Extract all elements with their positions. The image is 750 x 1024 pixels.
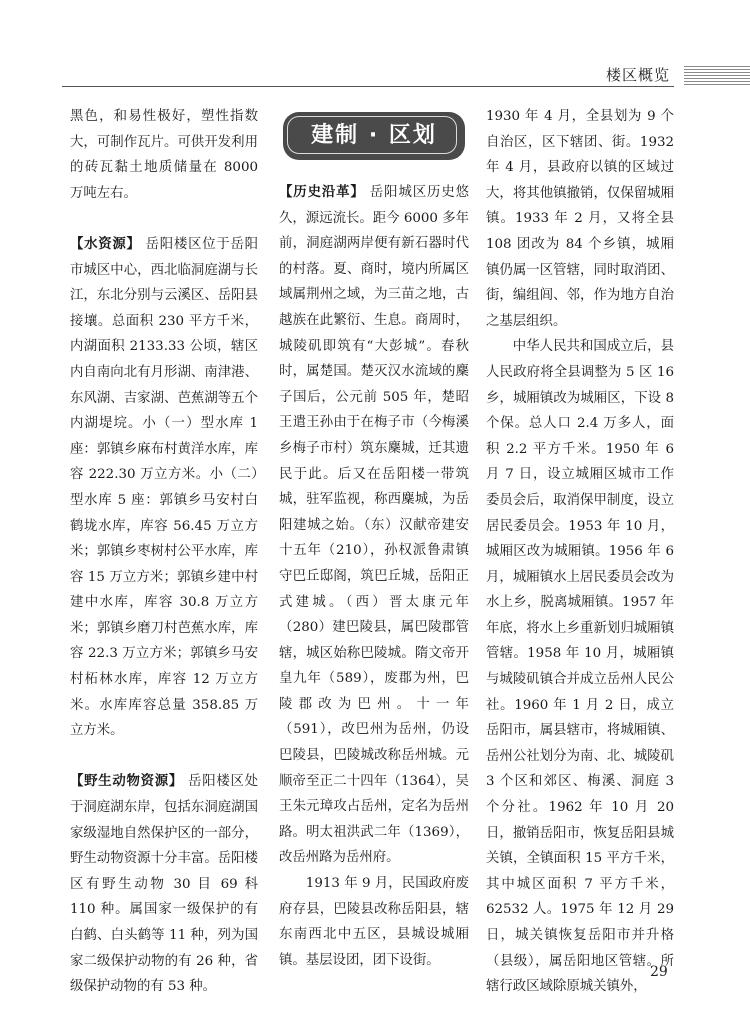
header-rule	[62, 86, 674, 87]
paragraph-1913: 1913 年 9 月，民国政府废府存县，巴陵县改称岳阳县，辖东南西北中五区，县城设城厢镇。基层设团，团下设街。	[279, 876, 469, 968]
section-heading-history: 【历史沿革】	[279, 185, 365, 200]
paragraph-history	[279, 180, 469, 871]
section-title: 建制 · 区划	[311, 123, 437, 148]
section-title-banner	[283, 110, 465, 162]
column-2	[279, 104, 469, 973]
paragraph-water-resources	[70, 232, 258, 744]
paragraph-wildlife-resources	[70, 769, 258, 999]
column-1	[70, 104, 258, 1000]
paragraph-clay-intro: 黑色，和易性极好，塑性指数大，可制作瓦片。可供开发利用的砖瓦黏土地质储量在 8000 万吨左右。	[70, 109, 258, 201]
section-heading-water: 【水资源】	[70, 236, 141, 252]
history-text: 岳阳城区历史悠久，源远流长。距今 6000 多年前，洞庭湖两岸便有新石器时代的村落。夏、商时，境内所属区域属荆州之域，为三苗之地，古越族在此繁衍、生息。商周时，城陵矶即筑有“大彭城”。春秋时，属楚国。楚灭汉水流域的麇子国后，公元前 505 年，楚昭王遣王孙由于在梅子市（今梅溪乡梅子市村）筑东麇城，迁其遗民于此。后又在岳阳楼一带筑城，驻军监视，称西麇城，为岳阳建城之始。（东）汉献帝建安十五年（210），孙权派鲁肃镇守巴丘邸阁，筑巴丘城，岳阳正式建城。（西）晋太康元年（280）建巴陵县，属巴陵郡管辖，城区始称巴陵城。隋文帝开皇九年（589），废郡为州，巴陵郡改为巴州。十一年（591），改巴州为岳州，仍设巴陵县，巴陵城改称岳州城。元顺帝至正二十四年（1364），吴王朱元璋攻占岳州，定名为岳州路。明太祖洪武二年（1369），改岳州路为岳州府。	[279, 185, 470, 866]
water-resources-text: 岳阳楼区位于岳阳市城区中心，西北临洞庭湖与长江，东北分别与云溪区、岳阳县接壤。总面积 230 平方千米，内湖面积 2133.33 公顷，辖区内自南向北有月形湖、南津港、东风湖、吉家湖、芭蕉湖等五个内湖堤垸。小（一）型水库 1 座：郭镇乡麻布村黄洋水库，库容 222.30 万立方米。小（二）型水库 5 座：郭镇乡马安村白鹤垅水库，库容 56.45 万立方米；郭镇乡枣树村公平水库，库容 15 万立方米；郭镇乡建中村建中水库，库容 30.8 万立方米；郭镇乡磨刀村芭蕉水库，库容 22.3 万立方米；郭镇乡马安村柘林水库，库容 12 万立方米。水库库容总量 358.85 万立方米。	[70, 236, 258, 739]
page-number: 29	[650, 964, 668, 980]
section-heading-wildlife: 【野生动物资源】	[70, 774, 184, 790]
paragraph-1930: 1930 年 4 月，全县划为 9 个自治区，区下辖团、街。1932 年 4 月，县政府以镇的区域过大，将其他镇撤销，仅保留城厢镇。1933 年 2 月，又将全县 108 团改为 84 个乡镇，城厢镇仍属一区管辖，同时取消团、街，编组闾、邻，作为地方自治之基层组织。	[486, 109, 674, 329]
running-header: 楼区概览	[606, 66, 671, 84]
header-stripe-decoration	[684, 66, 750, 86]
paragraph-prc: 中华人民共和国成立后，县人民政府将全县调整为 5 区 16 乡，城厢镇改为城厢区，下设 8 个保。总人口 2.4 万多人，面积 2.2 平方千米。1950 年 6 月 7 日，设立城厢区城市工作委员会后，取消保甲制度，设立居民委员会。1953 年 10 月，城厢区改为城厢镇。1956 年 6 月，城厢镇水上居民委员会改为水上乡，脱离城厢镇。1957 年年底，将水上乡重新划归城厢镇管辖。1958 年 10 月，城厢镇与城陵矶镇合并成立岳州人民公社。1960 年 1 月 2 日，成立岳阳市，属县辖市，将城厢镇、岳州公社划分为南、北、城陵矶 3 个区和郊区、梅溪、洞庭 3 个分社。1962 年 10 月 20 日，撤销岳阳市，恢复岳阳县城关镇，全镇面积 15 平方千米，其中城区面积 7 平方千米，62532 人。1975 年 12 月 29 日，城关镇恢复岳阳市并升格（县级），属岳阳地区管辖。所辖行政区域除原城关镇外，	[486, 339, 674, 995]
wildlife-resources-text: 岳阳楼区处于洞庭湖东岸，包括东洞庭湖国家级湿地自然保护区的一部分，野生动物资源十分丰富。岳阳楼区有野生动物 30 目 69 科 110 种。属国家一级保护的有白鹤、白头鹤等 11 种，列为国家二级保护动物的有 26 种，省级保护动物的有 53 种。	[70, 774, 259, 995]
column-3	[486, 104, 674, 1000]
